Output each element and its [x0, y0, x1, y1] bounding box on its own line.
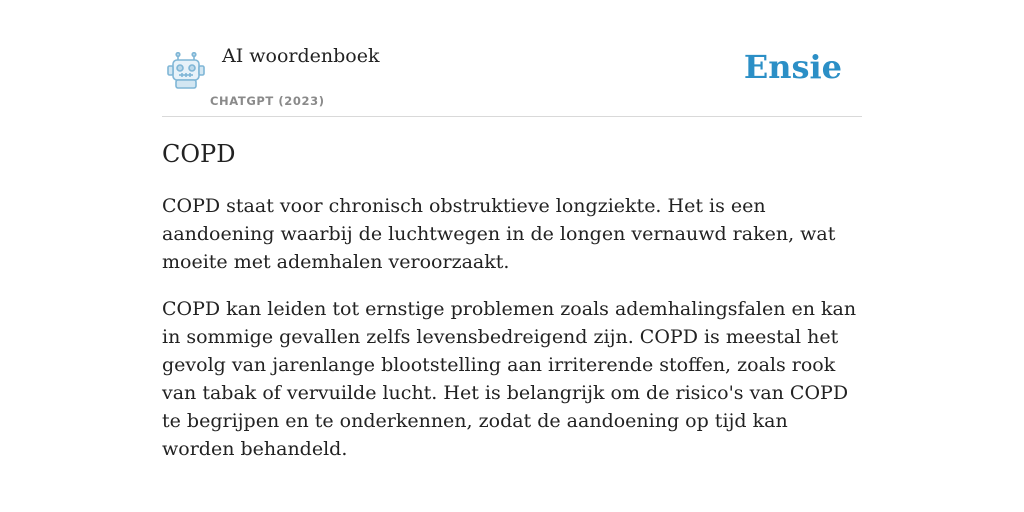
- dictionary-title[interactable]: AI woordenboek: [222, 45, 380, 67]
- page-container: [162, 0, 862, 460]
- robot-icon: [166, 52, 206, 90]
- entry-definition: [162, 192, 862, 482]
- ensie-logo[interactable]: Ensie: [743, 48, 842, 86]
- entry-title: COPD: [162, 140, 236, 168]
- definition-paragraph: COPD staat voor chronisch obstruktieve longziekte. Het is een aandoening waarbij de luchtwegen in de longen vernauwd raken, wat moeite met ademhalen veroorzaakt.: [162, 195, 836, 273]
- dictionary-header: [162, 0, 862, 117]
- definition-paragraph: COPD kan leiden tot ernstige problemen zoals ademhalingsfalen en kan in sommige gevallen zelfs levensbedreigend zijn. COPD is meestal het gevolg van jarenlange blootstelling aan irriterende stoffen, zoals rook van tabak of vervuilde lucht. Het is belangrijk om de risico's van COPD te begrijpen en te onderkennen, zodat de aandoening op tijd kan worden behandeld.: [162, 298, 857, 460]
- dictionary-source: CHATGPT (2023): [210, 94, 325, 108]
